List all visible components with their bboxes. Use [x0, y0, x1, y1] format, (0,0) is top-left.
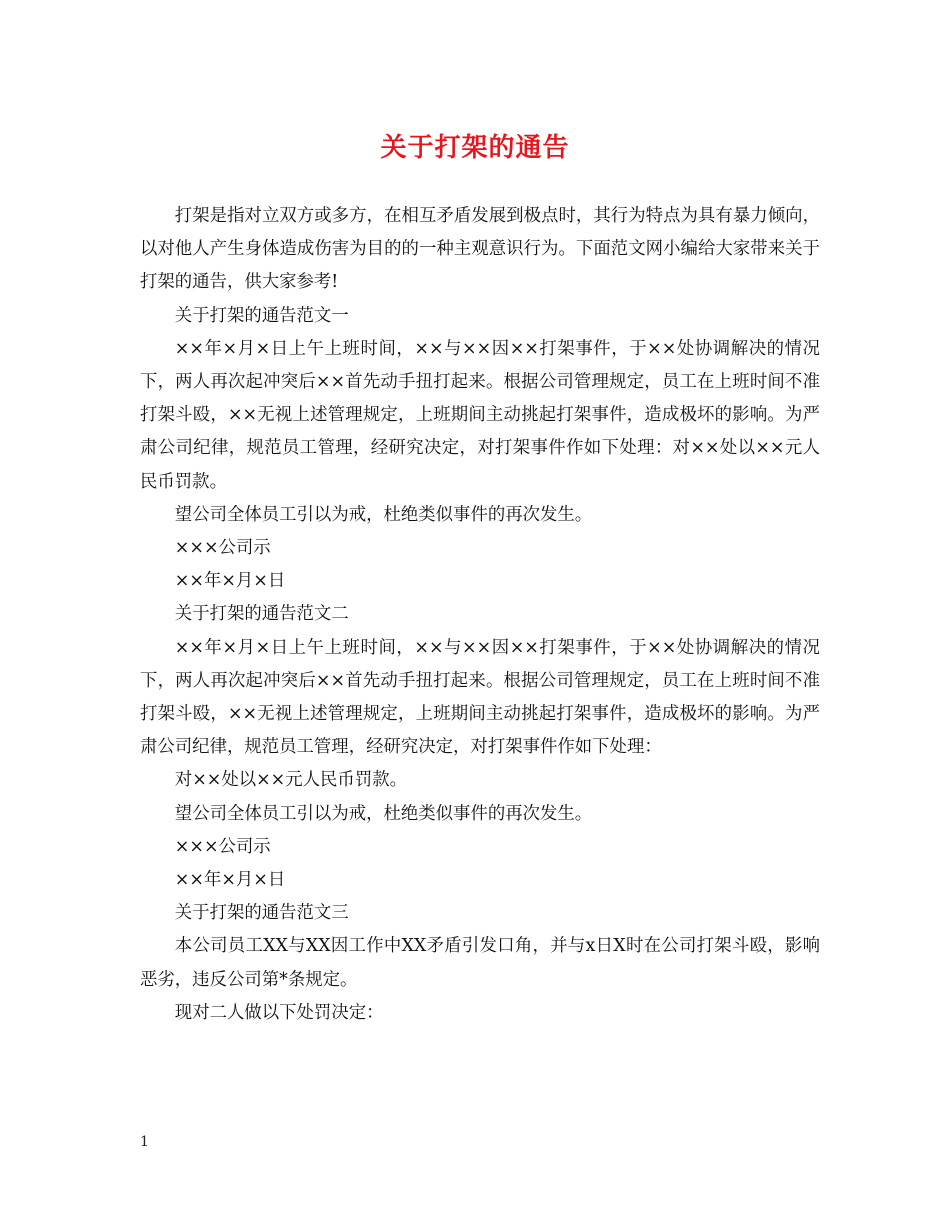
sample-one-warning: 望公司全体员工引以为戒，杜绝类似事件的再次发生。	[174, 504, 593, 525]
sample-three-decision-intro: 现对二人做以下处罚决定：	[174, 1002, 384, 1023]
intro-paragraph: 打架是指对立双方或多方，在相互矛盾发展到极点时，其行为特点为具有暴力倾向，以对他人产生身体造成伤害为目的的一种主观意识行为。下面范文网小编给大家带来关于打架的通告，供大家参考!	[140, 206, 820, 293]
page-number: 1	[140, 1134, 149, 1150]
sample-one-incident: ××年×月×日上午上班时间，××与××因××打架事件，于××处协调解决的情况下，两人再次起冲突后××首先动手扭打起来。根据公司管理规定，员工在上班时间不准打架斗殴，××无视上述管理规定，上班期间主动挑起打架事件，造成极坏的影响。为严肃公司纪律，规范员工管理，经研究决定，对打架事件作如下处理：对××处以××元人民币罚款。	[140, 338, 820, 492]
sample-one-issuer: ×××公司示	[174, 538, 271, 559]
sample-two-date: ××年×月×日	[174, 870, 286, 891]
sample-two-penalty: 对××处以××元人民币罚款。	[174, 770, 407, 791]
sample-two-warning: 望公司全体员工引以为戒，杜绝类似事件的再次发生。	[174, 803, 593, 824]
sample-one-heading: 关于打架的通告范文一	[174, 305, 349, 326]
sample-one-date: ××年×月×日	[174, 571, 286, 592]
sample-three-incident: 本公司员工XX与XX因工作中XX矛盾引发口角，并与x日X时在公司打架斗殴，影响恶劣，违反公司第*条规定。	[140, 936, 820, 990]
document-title: 关于打架的通告	[380, 133, 570, 163]
sample-three-heading: 关于打架的通告范文三	[174, 903, 349, 924]
sample-two-issuer: ×××公司示	[174, 836, 271, 857]
sample-two-heading: 关于打架的通告范文二	[174, 604, 349, 625]
document-body	[140, 200, 820, 1030]
sample-two-incident: ××年×月×日上午上班时间，××与××因××打架事件，于××处协调解决的情况下，两人再次起冲突后××首先动手扭打起来。根据公司管理规定，员工在上班时间不准打架斗殴，××无视上述管理规定，上班期间主动挑起打架事件，造成极坏的影响。为严肃公司纪律，规范员工管理，经研究决定，对打架事件作如下处理：	[140, 637, 820, 758]
